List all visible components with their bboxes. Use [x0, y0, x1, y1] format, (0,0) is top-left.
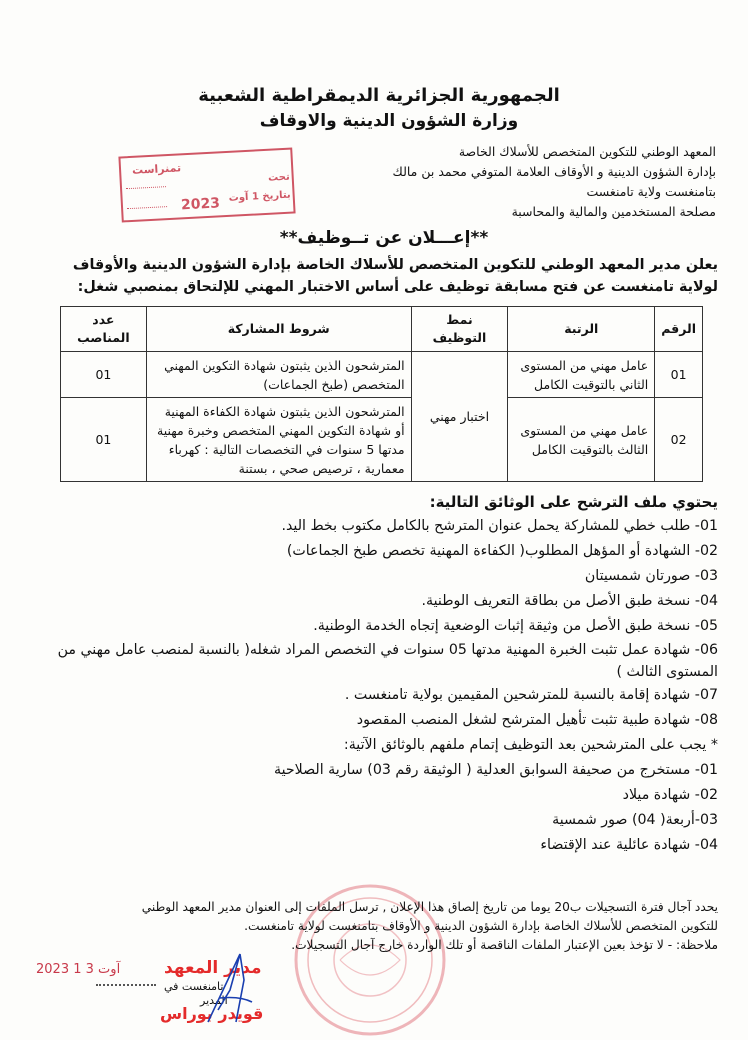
after-hiring-item: 04- شهادة عائلية عند الإقتضاء	[540, 837, 718, 853]
signature-dotted-line	[96, 984, 156, 986]
director-title: مدير المعهد	[164, 958, 262, 978]
header-conditions: شروط المشاركة	[146, 307, 411, 352]
handwritten-signature-icon	[200, 950, 270, 1024]
document-item: 03- صورتان شمسيتان	[584, 568, 718, 584]
documents-section	[28, 490, 718, 858]
header-number: الرقم	[655, 307, 703, 352]
cell-conditions: المترشحون الذين يثبتون شهادة الكفاءة المهنية أو شهادة التكوين المهني المتخصص وخبرة مهنية مدتها 5 سنوات في التخصصات التالية : كهرباء معمارية ، ترصيص صحي ، بستنة	[146, 398, 411, 482]
stamp-line2: بتاريخ 1 آوت	[228, 189, 291, 204]
stamp-year: 2023	[180, 195, 221, 214]
signature-date: 2023 آوت 3 1	[36, 962, 121, 977]
institution-line: بإدارة الشؤون الدينية و الأوقاف العلامة المتوفي محمد بن مالك	[392, 164, 716, 179]
signature-place: تامنغست في	[164, 980, 224, 993]
stamp-line1: تحت	[267, 171, 290, 184]
document-item: 04- نسخة طبق الأصل من بطاقة التعريف الوطنية.	[421, 593, 718, 609]
ministry-heading: وزارة الشؤون الدينية والاوقاف	[259, 111, 519, 131]
after-hiring-item: 03-أربعة( 04) صور شمسية	[552, 812, 718, 828]
intro-line: يعلن مدير المعهد الوطني للتكوين المتخصص للأسلاك الخاصة بإدارة الشؤون الدينية والأوقاف	[72, 257, 718, 273]
cell-conditions: المترشحون الذين يثبتون شهادة التكوين المهني المتخصص (طبخ الجماعات)	[146, 352, 411, 398]
document-item: 01- طلب خطي للمشاركة يحمل عنوان المترشح بالكامل مكتوب بخط اليد.	[281, 518, 718, 534]
cell-count: 01	[61, 398, 147, 482]
republic-heading: الجمهورية الجزائرية الديمقراطية الشعبية	[198, 85, 560, 106]
intro-paragraph	[38, 254, 718, 298]
document-item: 07- شهادة إقامة بالنسبة للمترشحين المقيمين بولاية تامنغست .	[344, 687, 718, 703]
document-item: 06- شهادة عمل تثبت الخبرة المهنية مدتها 05 سنوات في التخصص المراد شغله( بالنسبة لمنصب عامل مهني من المستوى الثالث )	[57, 642, 718, 680]
after-hiring-heading: * يجب على المترشحين بعد التوظيف إتمام ملفهم بالوثائق الآتية:	[343, 737, 718, 753]
document-item: 05- نسخة طبق الأصل من وثيقة إثبات الوضعية إتجاه الخدمة الوطنية.	[313, 618, 718, 634]
stamp-dotted-line	[126, 186, 166, 189]
documents-heading: يحتوي ملف الترشح على الوثائق التالية:	[429, 493, 718, 511]
announcement-title: **إعـــلان عن تــوظيف**	[279, 228, 489, 248]
stamp-city: تمنراست	[131, 161, 182, 177]
cell-number: 02	[655, 398, 703, 482]
deadline-line: للتكوين المتخصص للأسلاك الخاصة بإدارة الشؤون الدينية و الأوقاف بتامنغست لولاية تامنغست.	[244, 919, 718, 933]
deadline-line: يحدد آجال فترة التسجيلات ب20 يوما من تاريخ إلصاق هذا الإعلان , ترسل الملفات إلى العنوان مدير المعهد الوطني	[141, 900, 718, 914]
positions-table	[60, 306, 703, 482]
after-hiring-item: 02- شهادة ميلاد	[622, 787, 718, 803]
cell-mode: اختبار مهني	[411, 352, 508, 482]
cell-number: 01	[655, 352, 703, 398]
stamp-dotted-line	[127, 206, 167, 209]
note-line: ملاحظة: - لا تؤخذ بعين الإعتبار الملفات الناقصة أو تلك الواردة خارج آجال التسجيلات.	[291, 938, 718, 952]
institution-line: بتامنغست ولاية تامنغست	[586, 184, 716, 199]
cell-count: 01	[61, 352, 147, 398]
header-mode: نمط التوظيف	[411, 307, 508, 352]
header-rank: الرتبة	[508, 307, 655, 352]
footer-notes	[28, 898, 718, 955]
director-label: المدير	[200, 994, 228, 1007]
institution-line: المعهد الوطني للتكوين المتخصص للأسلاك الخاصة	[458, 144, 716, 159]
table-header-row	[61, 307, 703, 352]
cell-rank: عامل مهني من المستوى الثالث بالتوقيت الكامل	[508, 398, 655, 482]
after-hiring-item: 01- مستخرج من صحيفة السوابق العدلية ( الوثيقة رقم 03) سارية الصلاحية	[273, 762, 718, 778]
table-row	[61, 352, 703, 398]
institution-block	[386, 142, 716, 222]
reception-stamp	[118, 147, 295, 222]
document-item: 08- شهادة طبية تثبت تأهيل المترشح لشغل المنصب المقصود	[356, 712, 718, 728]
institution-line: مصلحة المستخدمين والمالية والمحاسبة	[511, 204, 716, 219]
document-item: 02- الشهادة أو المؤهل المطلوب( الكفاءة المهنية تخصص طبخ الجماعات)	[286, 543, 718, 559]
director-name: قويدر بوراس	[160, 1004, 264, 1023]
header-count: عدد المناصب	[61, 307, 147, 352]
table-row	[61, 398, 703, 482]
intro-line: لولاية تامنغست عن فتح مسابقة توظيف على أساس الاختبار المهني للإلتحاق بمنصبي شغل:	[77, 279, 718, 295]
cell-rank: عامل مهني من المستوى الثاني بالتوقيت الكامل	[508, 352, 655, 398]
